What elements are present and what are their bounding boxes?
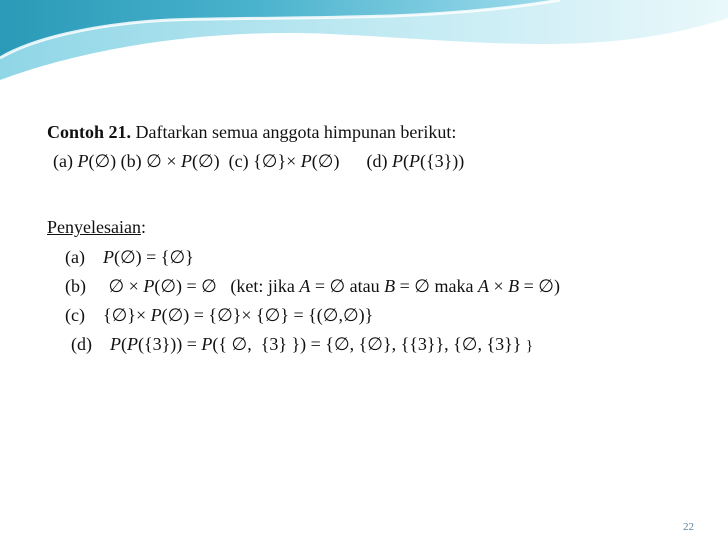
solution-d-text: P(P({3})) = P({ ∅, {3} }) = {∅, {∅}, {{3}}, {∅, {3}} } xyxy=(110,334,534,354)
solution-c-text: {∅}× P(∅) = {∅}× {∅} = {(∅,∅)} xyxy=(102,305,374,325)
header-wave-decoration xyxy=(0,0,728,110)
solution-d xyxy=(62,311,533,357)
item-a-label: (a) xyxy=(53,151,78,171)
slide-number: 22 xyxy=(683,521,694,533)
solution-b-label: (b) xyxy=(65,276,109,296)
solution-c-label: (c) xyxy=(65,305,103,325)
solution-d-label: (d) xyxy=(71,334,110,354)
item-b-expression: ∅ × P(∅) xyxy=(146,151,229,171)
item-b-label: (b) xyxy=(120,151,147,171)
heading-text: Daftarkan semua anggota himpunan berikut: xyxy=(131,122,457,142)
solution-b-text: ∅ × P(∅) = ∅ (ket: jika A = ∅ atau B = ∅ maka A × B = ∅) xyxy=(108,276,560,296)
solution-a-text: P(∅) = {∅} xyxy=(102,247,194,267)
item-c-expression: {∅}× P(∅) xyxy=(253,151,367,171)
problem-items xyxy=(44,128,464,172)
item-c-label: (c) xyxy=(228,151,254,171)
heading-label: Contoh 21. xyxy=(47,122,132,142)
item-a-expression: P(∅) xyxy=(77,151,121,171)
solution-a-label: (a) xyxy=(65,247,103,267)
solution-colon: : xyxy=(140,217,146,237)
solution-label: Penyelesaian xyxy=(47,217,141,237)
item-d-label: (d) xyxy=(366,151,392,171)
item-d-expression: P(P({3})) xyxy=(391,151,465,171)
